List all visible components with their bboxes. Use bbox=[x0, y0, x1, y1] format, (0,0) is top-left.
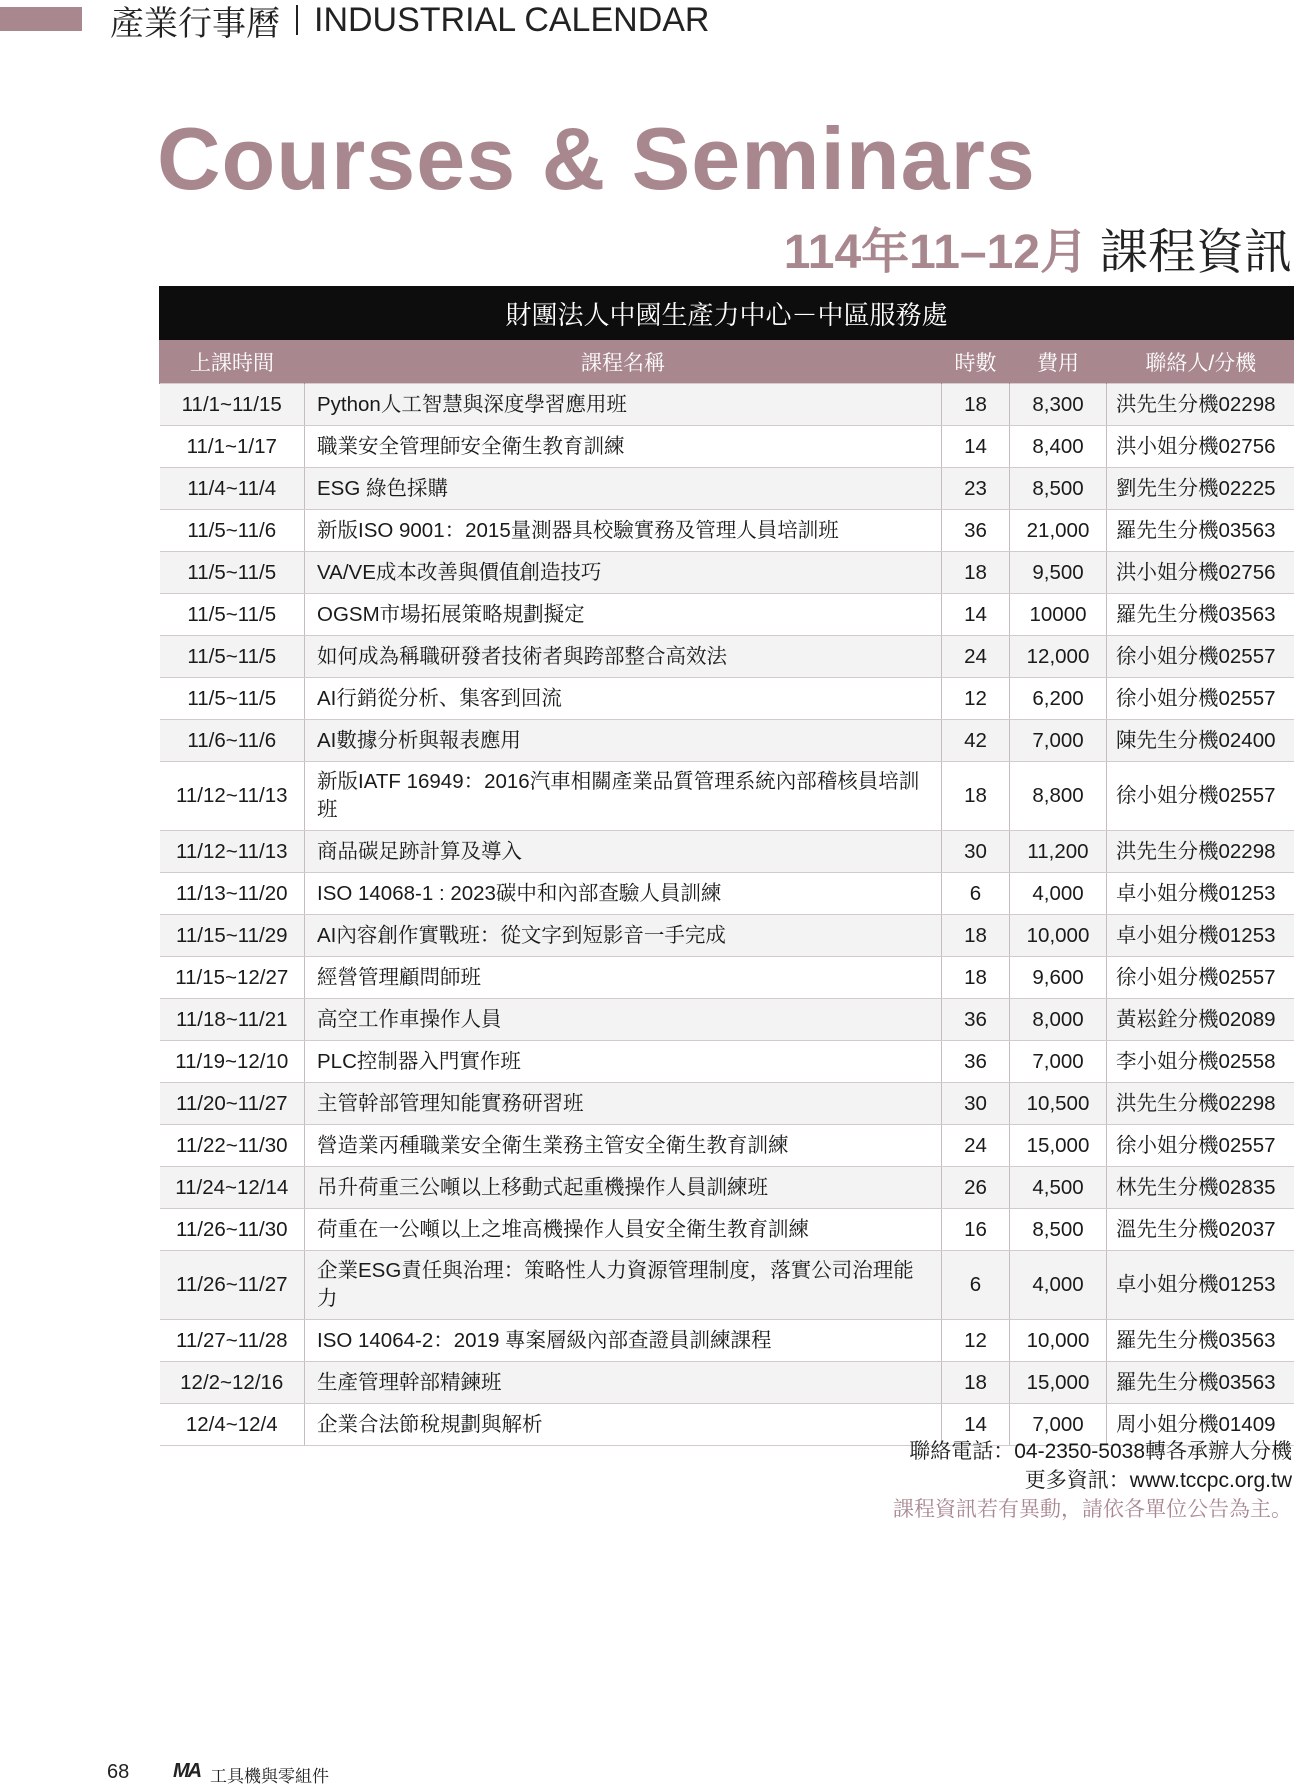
table-row bbox=[160, 1251, 1294, 1320]
magazine-name: 工具機與零組件 bbox=[210, 1762, 329, 1787]
course-name: PLC控制器入門實作班 bbox=[305, 1041, 942, 1083]
page-title: Courses & Seminars bbox=[157, 108, 1036, 210]
course-hours: 18 bbox=[942, 384, 1010, 426]
table-row bbox=[160, 552, 1294, 594]
course-contact: 徐小姐分機02557 bbox=[1107, 636, 1294, 678]
course-hours: 12 bbox=[942, 678, 1010, 720]
course-date: 11/15~11/29 bbox=[160, 915, 305, 957]
course-fee: 15,000 bbox=[1010, 1125, 1107, 1167]
course-hours: 6 bbox=[942, 1251, 1010, 1320]
course-fee: 6,200 bbox=[1010, 678, 1107, 720]
course-contact: 羅先生分機03563 bbox=[1107, 1320, 1294, 1362]
course-date: 11/12~11/13 bbox=[160, 762, 305, 831]
course-hours: 24 bbox=[942, 1125, 1010, 1167]
table-row bbox=[160, 915, 1294, 957]
contact-info bbox=[893, 1437, 1292, 1524]
course-name: 高空工作車操作人員 bbox=[305, 999, 942, 1041]
course-fee: 8,000 bbox=[1010, 999, 1107, 1041]
table-row bbox=[160, 1320, 1294, 1362]
course-name: AI內容創作實戰班：從文字到短影音一手完成 bbox=[305, 915, 942, 957]
course-name: ISO 14068-1 : 2023碳中和內部查驗人員訓練 bbox=[305, 873, 942, 915]
course-name: 生產管理幹部精鍊班 bbox=[305, 1362, 942, 1404]
course-contact: 羅先生分機03563 bbox=[1107, 1362, 1294, 1404]
course-fee: 15,000 bbox=[1010, 1362, 1107, 1404]
course-contact: 洪小姐分機02756 bbox=[1107, 552, 1294, 594]
course-date: 11/5~11/5 bbox=[160, 636, 305, 678]
course-date: 11/1~11/15 bbox=[160, 384, 305, 426]
course-name: 新版ISO 9001：2015量測器具校驗實務及管理人員培訓班 bbox=[305, 510, 942, 552]
course-hours: 36 bbox=[942, 999, 1010, 1041]
course-date: 11/26~11/30 bbox=[160, 1209, 305, 1251]
course-name: 職業安全管理師安全衛生教育訓練 bbox=[305, 426, 942, 468]
organization-banner: 財團法人中國生產力中心－中區服務處 bbox=[159, 286, 1294, 340]
course-hours: 18 bbox=[942, 762, 1010, 831]
course-name: 吊升荷重三公噸以上移動式起重機操作人員訓練班 bbox=[305, 1167, 942, 1209]
course-date: 11/5~11/5 bbox=[160, 594, 305, 636]
course-name: 如何成為稱職研發者技術者與跨部整合高效法 bbox=[305, 636, 942, 678]
course-name: 商品碳足跡計算及導入 bbox=[305, 831, 942, 873]
page-number: 68 bbox=[107, 1761, 129, 1784]
change-notice: 課程資訊若有異動，請依各單位公告為主。 bbox=[893, 1495, 1292, 1524]
course-name: AI數據分析與報表應用 bbox=[305, 720, 942, 762]
table-row bbox=[160, 636, 1294, 678]
course-name: 企業合法節稅規劃與解析 bbox=[305, 1404, 942, 1446]
course-contact: 徐小姐分機02557 bbox=[1107, 1125, 1294, 1167]
column-header-hours: 時數 bbox=[942, 340, 1010, 384]
course-fee: 12,000 bbox=[1010, 636, 1107, 678]
course-contact: 羅先生分機03563 bbox=[1107, 510, 1294, 552]
course-contact: 徐小姐分機02557 bbox=[1107, 678, 1294, 720]
column-header-fee: 費用 bbox=[1010, 340, 1107, 384]
table-row bbox=[160, 720, 1294, 762]
contact-phone: 聯絡電話：04-2350-5038轉各承辦人分機 bbox=[893, 1437, 1292, 1466]
subtitle-word: 課程資訊 bbox=[1100, 226, 1292, 279]
course-contact: 卓小姐分機01253 bbox=[1107, 873, 1294, 915]
course-table-section bbox=[159, 286, 1294, 1446]
course-date: 11/22~11/30 bbox=[160, 1125, 305, 1167]
course-hours: 36 bbox=[942, 1041, 1010, 1083]
course-contact: 羅先生分機03563 bbox=[1107, 594, 1294, 636]
course-fee: 21,000 bbox=[1010, 510, 1107, 552]
course-name: 經營管理顧問師班 bbox=[305, 957, 942, 999]
course-fee: 10,000 bbox=[1010, 1320, 1107, 1362]
table-row bbox=[160, 426, 1294, 468]
course-hours: 16 bbox=[942, 1209, 1010, 1251]
course-fee: 4,000 bbox=[1010, 873, 1107, 915]
course-fee: 8,500 bbox=[1010, 468, 1107, 510]
course-contact: 洪小姐分機02756 bbox=[1107, 426, 1294, 468]
course-date: 12/4~12/4 bbox=[160, 1404, 305, 1446]
course-date: 11/12~11/13 bbox=[160, 831, 305, 873]
course-date: 11/1~1/17 bbox=[160, 426, 305, 468]
course-contact: 周小姐分機01409 bbox=[1107, 1404, 1294, 1446]
table-row bbox=[160, 831, 1294, 873]
course-name: VA/VE成本改善與價值創造技巧 bbox=[305, 552, 942, 594]
header-divider bbox=[296, 5, 298, 35]
course-date: 11/19~12/10 bbox=[160, 1041, 305, 1083]
header-accent-bar bbox=[0, 7, 82, 31]
course-date: 11/27~11/28 bbox=[160, 1320, 305, 1362]
course-name: ISO 14064-2：2019 專案層級內部查證員訓練課程 bbox=[305, 1320, 942, 1362]
course-date: 11/20~11/27 bbox=[160, 1083, 305, 1125]
column-header-contact: 聯絡人/分機 bbox=[1107, 340, 1294, 384]
table-row bbox=[160, 1362, 1294, 1404]
table-row bbox=[160, 1125, 1294, 1167]
course-contact: 徐小姐分機02557 bbox=[1107, 957, 1294, 999]
column-header-course: 課程名稱 bbox=[305, 340, 942, 384]
table-row bbox=[160, 1041, 1294, 1083]
section-header bbox=[110, 0, 709, 40]
page-subtitle bbox=[784, 213, 1292, 282]
course-hours: 14 bbox=[942, 594, 1010, 636]
course-fee: 4,500 bbox=[1010, 1167, 1107, 1209]
course-hours: 6 bbox=[942, 873, 1010, 915]
subtitle-date: 114年11–12月 bbox=[784, 226, 1088, 279]
magazine-logo: MA bbox=[173, 1760, 200, 1783]
course-contact: 陳先生分機02400 bbox=[1107, 720, 1294, 762]
table-row bbox=[160, 999, 1294, 1041]
course-fee: 8,300 bbox=[1010, 384, 1107, 426]
course-fee: 8,400 bbox=[1010, 426, 1107, 468]
table-row bbox=[160, 468, 1294, 510]
table-row bbox=[160, 384, 1294, 426]
table-row bbox=[160, 873, 1294, 915]
course-name: 營造業丙種職業安全衛生業務主管安全衛生教育訓練 bbox=[305, 1125, 942, 1167]
course-table bbox=[159, 340, 1294, 1446]
table-body bbox=[160, 384, 1294, 1446]
course-fee: 4,000 bbox=[1010, 1251, 1107, 1320]
course-fee: 7,000 bbox=[1010, 1404, 1107, 1446]
course-date: 11/5~11/5 bbox=[160, 552, 305, 594]
column-header-date: 上課時間 bbox=[160, 340, 305, 384]
course-hours: 14 bbox=[942, 1404, 1010, 1446]
course-contact: 徐小姐分機02557 bbox=[1107, 762, 1294, 831]
course-contact: 溫先生分機02037 bbox=[1107, 1209, 1294, 1251]
more-info-link: 更多資訊：www.tccpc.org.tw bbox=[893, 1466, 1292, 1495]
course-name: 荷重在一公噸以上之堆高機操作人員安全衛生教育訓練 bbox=[305, 1209, 942, 1251]
course-hours: 14 bbox=[942, 426, 1010, 468]
course-date: 11/18~11/21 bbox=[160, 999, 305, 1041]
course-hours: 36 bbox=[942, 510, 1010, 552]
course-hours: 18 bbox=[942, 915, 1010, 957]
course-contact: 洪先生分機02298 bbox=[1107, 831, 1294, 873]
course-hours: 23 bbox=[942, 468, 1010, 510]
course-date: 11/6~11/6 bbox=[160, 720, 305, 762]
course-fee: 10,500 bbox=[1010, 1083, 1107, 1125]
course-fee: 9,600 bbox=[1010, 957, 1107, 999]
course-fee: 7,000 bbox=[1010, 720, 1107, 762]
course-contact: 卓小姐分機01253 bbox=[1107, 1251, 1294, 1320]
course-name: AI行銷從分析、集客到回流 bbox=[305, 678, 942, 720]
course-hours: 12 bbox=[942, 1320, 1010, 1362]
course-fee: 10000 bbox=[1010, 594, 1107, 636]
course-name: 新版IATF 16949：2016汽車相關產業品質管理系統內部稽核員培訓班 bbox=[305, 762, 942, 831]
table-row bbox=[160, 1167, 1294, 1209]
course-contact: 卓小姐分機01253 bbox=[1107, 915, 1294, 957]
course-contact: 黃崧銓分機02089 bbox=[1107, 999, 1294, 1041]
course-name: Python人工智慧與深度學習應用班 bbox=[305, 384, 942, 426]
course-contact: 劉先生分機02225 bbox=[1107, 468, 1294, 510]
course-date: 11/15~12/27 bbox=[160, 957, 305, 999]
course-fee: 11,200 bbox=[1010, 831, 1107, 873]
course-name: ESG 綠色採購 bbox=[305, 468, 942, 510]
course-hours: 18 bbox=[942, 552, 1010, 594]
course-name: 企業ESG責任與治理：策略性人力資源管理制度，落實公司治理能力 bbox=[305, 1251, 942, 1320]
course-hours: 24 bbox=[942, 636, 1010, 678]
table-row bbox=[160, 1209, 1294, 1251]
course-hours: 30 bbox=[942, 1083, 1010, 1125]
course-fee: 7,000 bbox=[1010, 1041, 1107, 1083]
course-fee: 10,000 bbox=[1010, 915, 1107, 957]
course-name: 主管幹部管理知能實務研習班 bbox=[305, 1083, 942, 1125]
course-hours: 26 bbox=[942, 1167, 1010, 1209]
course-fee: 8,500 bbox=[1010, 1209, 1107, 1251]
course-contact: 李小姐分機02558 bbox=[1107, 1041, 1294, 1083]
table-header-row bbox=[160, 340, 1294, 384]
course-hours: 30 bbox=[942, 831, 1010, 873]
course-fee: 8,800 bbox=[1010, 762, 1107, 831]
table-row bbox=[160, 762, 1294, 831]
table-row bbox=[160, 957, 1294, 999]
course-date: 11/5~11/6 bbox=[160, 510, 305, 552]
table-row bbox=[160, 510, 1294, 552]
table-row bbox=[160, 678, 1294, 720]
course-fee: 9,500 bbox=[1010, 552, 1107, 594]
course-hours: 18 bbox=[942, 1362, 1010, 1404]
course-hours: 42 bbox=[942, 720, 1010, 762]
course-date: 12/2~12/16 bbox=[160, 1362, 305, 1404]
course-date: 11/5~11/5 bbox=[160, 678, 305, 720]
course-hours: 18 bbox=[942, 957, 1010, 999]
course-date: 11/26~11/27 bbox=[160, 1251, 305, 1320]
course-contact: 洪先生分機02298 bbox=[1107, 1083, 1294, 1125]
section-header-en: INDUSTRIAL CALENDAR bbox=[314, 1, 709, 40]
course-contact: 林先生分機02835 bbox=[1107, 1167, 1294, 1209]
course-date: 11/24~12/14 bbox=[160, 1167, 305, 1209]
table-row bbox=[160, 1083, 1294, 1125]
course-name: OGSM市場拓展策略規劃擬定 bbox=[305, 594, 942, 636]
section-header-zh: 產業行事曆 bbox=[110, 0, 280, 45]
course-date: 11/13~11/20 bbox=[160, 873, 305, 915]
course-contact: 洪先生分機02298 bbox=[1107, 384, 1294, 426]
table-row bbox=[160, 594, 1294, 636]
course-date: 11/4~11/4 bbox=[160, 468, 305, 510]
